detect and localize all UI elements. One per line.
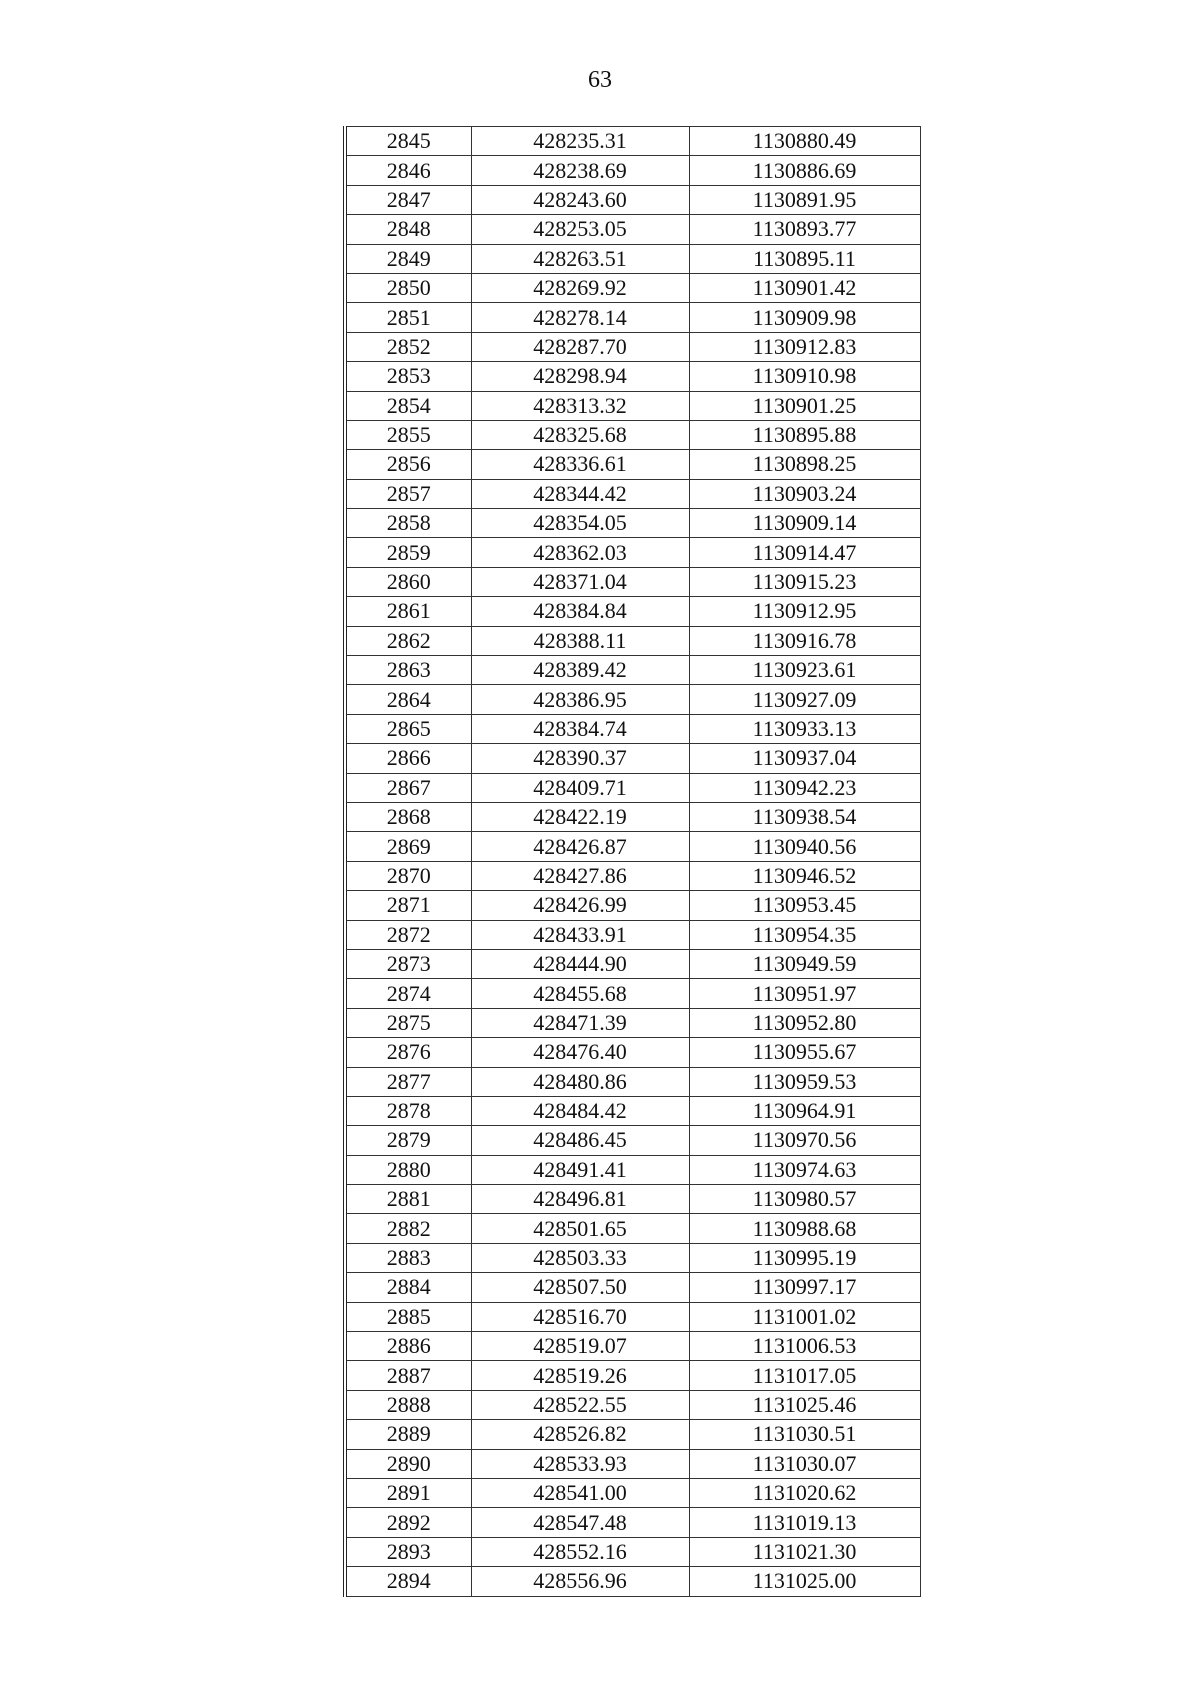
x-coordinate-cell: 428541.00 <box>471 1478 689 1507</box>
x-coordinate-cell: 428384.84 <box>471 597 689 626</box>
point-number-cell: 2845 <box>345 127 471 156</box>
table-row <box>345 420 920 449</box>
y-coordinate-cell: 1130974.63 <box>689 1155 920 1184</box>
table-row <box>345 215 920 244</box>
x-coordinate-cell: 428238.69 <box>471 156 689 185</box>
point-number-cell: 2861 <box>345 597 471 626</box>
point-number-cell: 2863 <box>345 656 471 685</box>
x-coordinate-cell: 428409.71 <box>471 773 689 802</box>
y-coordinate-cell: 1130893.77 <box>689 215 920 244</box>
x-coordinate-cell: 428433.91 <box>471 920 689 949</box>
table-row <box>345 156 920 185</box>
x-coordinate-cell: 428526.82 <box>471 1420 689 1449</box>
table-row <box>345 1302 920 1331</box>
point-number-cell: 2891 <box>345 1478 471 1507</box>
point-number-cell: 2851 <box>345 303 471 332</box>
point-number-cell: 2870 <box>345 861 471 890</box>
point-number-cell: 2880 <box>345 1155 471 1184</box>
x-coordinate-cell: 428519.26 <box>471 1361 689 1390</box>
table-row <box>345 1420 920 1449</box>
x-coordinate-cell: 428362.03 <box>471 538 689 567</box>
table-row <box>345 802 920 831</box>
table-row <box>345 1508 920 1537</box>
x-coordinate-cell: 428278.14 <box>471 303 689 332</box>
table-row <box>345 597 920 626</box>
x-coordinate-cell: 428455.68 <box>471 979 689 1008</box>
x-coordinate-cell: 428386.95 <box>471 685 689 714</box>
y-coordinate-cell: 1130951.97 <box>689 979 920 1008</box>
x-coordinate-cell: 428263.51 <box>471 244 689 273</box>
point-number-cell: 2857 <box>345 479 471 508</box>
x-coordinate-cell: 428503.33 <box>471 1243 689 1272</box>
x-coordinate-cell: 428422.19 <box>471 802 689 831</box>
y-coordinate-cell: 1130997.17 <box>689 1273 920 1302</box>
table-row <box>345 1390 920 1419</box>
y-coordinate-cell: 1130946.52 <box>689 861 920 890</box>
y-coordinate-cell: 1131021.30 <box>689 1537 920 1566</box>
x-coordinate-cell: 428235.31 <box>471 127 689 156</box>
x-coordinate-cell: 428313.32 <box>471 391 689 420</box>
coordinates-table <box>343 126 921 1597</box>
y-coordinate-cell: 1130942.23 <box>689 773 920 802</box>
x-coordinate-cell: 428480.86 <box>471 1067 689 1096</box>
point-number-cell: 2854 <box>345 391 471 420</box>
table-row <box>345 567 920 596</box>
y-coordinate-cell: 1130995.19 <box>689 1243 920 1272</box>
x-coordinate-cell: 428519.07 <box>471 1332 689 1361</box>
y-coordinate-cell: 1130933.13 <box>689 714 920 743</box>
point-number-cell: 2873 <box>345 949 471 978</box>
table-row <box>345 1537 920 1566</box>
y-coordinate-cell: 1130923.61 <box>689 656 920 685</box>
y-coordinate-cell: 1131030.07 <box>689 1449 920 1478</box>
point-number-cell: 2883 <box>345 1243 471 1272</box>
table-row <box>345 656 920 685</box>
point-number-cell: 2892 <box>345 1508 471 1537</box>
table-row <box>345 1332 920 1361</box>
y-coordinate-cell: 1130954.35 <box>689 920 920 949</box>
y-coordinate-cell: 1131006.53 <box>689 1332 920 1361</box>
point-number-cell: 2872 <box>345 920 471 949</box>
y-coordinate-cell: 1130970.56 <box>689 1126 920 1155</box>
table-row <box>345 1008 920 1037</box>
x-coordinate-cell: 428426.99 <box>471 891 689 920</box>
point-number-cell: 2855 <box>345 420 471 449</box>
table-row <box>345 1038 920 1067</box>
table-row <box>345 891 920 920</box>
point-number-cell: 2876 <box>345 1038 471 1067</box>
table-row <box>345 626 920 655</box>
y-coordinate-cell: 1130909.98 <box>689 303 920 332</box>
y-coordinate-cell: 1130953.45 <box>689 891 920 920</box>
y-coordinate-cell: 1130891.95 <box>689 185 920 214</box>
point-number-cell: 2868 <box>345 802 471 831</box>
x-coordinate-cell: 428354.05 <box>471 509 689 538</box>
x-coordinate-cell: 428501.65 <box>471 1214 689 1243</box>
x-coordinate-cell: 428552.16 <box>471 1537 689 1566</box>
y-coordinate-cell: 1131030.51 <box>689 1420 920 1449</box>
y-coordinate-cell: 1131020.62 <box>689 1478 920 1507</box>
point-number-cell: 2881 <box>345 1185 471 1214</box>
table-row <box>345 1449 920 1478</box>
point-number-cell: 2858 <box>345 509 471 538</box>
table-row <box>345 832 920 861</box>
x-coordinate-cell: 428547.48 <box>471 1508 689 1537</box>
x-coordinate-cell: 428298.94 <box>471 362 689 391</box>
table-row <box>345 362 920 391</box>
point-number-cell: 2864 <box>345 685 471 714</box>
y-coordinate-cell: 1130964.91 <box>689 1096 920 1125</box>
table-row <box>345 1185 920 1214</box>
point-number-cell: 2886 <box>345 1332 471 1361</box>
table-row <box>345 1243 920 1272</box>
table-row <box>345 1155 920 1184</box>
table-row <box>345 1214 920 1243</box>
point-number-cell: 2846 <box>345 156 471 185</box>
point-number-cell: 2887 <box>345 1361 471 1390</box>
point-number-cell: 2847 <box>345 185 471 214</box>
point-number-cell: 2877 <box>345 1067 471 1096</box>
table-row <box>345 685 920 714</box>
x-coordinate-cell: 428496.81 <box>471 1185 689 1214</box>
table-row <box>345 714 920 743</box>
y-coordinate-cell: 1130916.78 <box>689 626 920 655</box>
table-row <box>345 303 920 332</box>
point-number-cell: 2882 <box>345 1214 471 1243</box>
table-row <box>345 450 920 479</box>
table-row <box>345 1273 920 1302</box>
table-row <box>345 185 920 214</box>
x-coordinate-cell: 428507.50 <box>471 1273 689 1302</box>
x-coordinate-cell: 428336.61 <box>471 450 689 479</box>
point-number-cell: 2874 <box>345 979 471 1008</box>
x-coordinate-cell: 428390.37 <box>471 744 689 773</box>
table-row <box>345 127 920 156</box>
table-row <box>345 1567 920 1596</box>
y-coordinate-cell: 1130914.47 <box>689 538 920 567</box>
y-coordinate-cell: 1130886.69 <box>689 156 920 185</box>
x-coordinate-cell: 428427.86 <box>471 861 689 890</box>
y-coordinate-cell: 1130898.25 <box>689 450 920 479</box>
table-row <box>345 1478 920 1507</box>
x-coordinate-cell: 428344.42 <box>471 479 689 508</box>
x-coordinate-cell: 428522.55 <box>471 1390 689 1419</box>
table-row <box>345 949 920 978</box>
table-row <box>345 979 920 1008</box>
table-row <box>345 1126 920 1155</box>
x-coordinate-cell: 428471.39 <box>471 1008 689 1037</box>
point-number-cell: 2862 <box>345 626 471 655</box>
table-row <box>345 509 920 538</box>
table-row <box>345 861 920 890</box>
y-coordinate-cell: 1130895.11 <box>689 244 920 273</box>
table-row <box>345 273 920 302</box>
point-number-cell: 2865 <box>345 714 471 743</box>
y-coordinate-cell: 1130901.42 <box>689 273 920 302</box>
x-coordinate-cell: 428484.42 <box>471 1096 689 1125</box>
point-number-cell: 2871 <box>345 891 471 920</box>
point-number-cell: 2894 <box>345 1567 471 1596</box>
point-number-cell: 2860 <box>345 567 471 596</box>
point-number-cell: 2859 <box>345 538 471 567</box>
point-number-cell: 2848 <box>345 215 471 244</box>
point-number-cell: 2878 <box>345 1096 471 1125</box>
table-row <box>345 1096 920 1125</box>
table-row <box>345 1067 920 1096</box>
x-coordinate-cell: 428253.05 <box>471 215 689 244</box>
point-number-cell: 2850 <box>345 273 471 302</box>
point-number-cell: 2875 <box>345 1008 471 1037</box>
y-coordinate-cell: 1130949.59 <box>689 949 920 978</box>
point-number-cell: 2853 <box>345 362 471 391</box>
y-coordinate-cell: 1130940.56 <box>689 832 920 861</box>
y-coordinate-cell: 1130901.25 <box>689 391 920 420</box>
y-coordinate-cell: 1130959.53 <box>689 1067 920 1096</box>
y-coordinate-cell: 1130880.49 <box>689 127 920 156</box>
y-coordinate-cell: 1130980.57 <box>689 1185 920 1214</box>
x-coordinate-cell: 428476.40 <box>471 1038 689 1067</box>
y-coordinate-cell: 1130909.14 <box>689 509 920 538</box>
point-number-cell: 2866 <box>345 744 471 773</box>
y-coordinate-cell: 1130938.54 <box>689 802 920 831</box>
x-coordinate-cell: 428426.87 <box>471 832 689 861</box>
point-number-cell: 2885 <box>345 1302 471 1331</box>
point-number-cell: 2890 <box>345 1449 471 1478</box>
point-number-cell: 2867 <box>345 773 471 802</box>
x-coordinate-cell: 428287.70 <box>471 332 689 361</box>
table-row <box>345 244 920 273</box>
y-coordinate-cell: 1130937.04 <box>689 744 920 773</box>
y-coordinate-cell: 1130952.80 <box>689 1008 920 1037</box>
x-coordinate-cell: 428269.92 <box>471 273 689 302</box>
point-number-cell: 2888 <box>345 1390 471 1419</box>
y-coordinate-cell: 1130895.88 <box>689 420 920 449</box>
x-coordinate-cell: 428556.96 <box>471 1567 689 1596</box>
point-number-cell: 2879 <box>345 1126 471 1155</box>
point-number-cell: 2852 <box>345 332 471 361</box>
y-coordinate-cell: 1131025.46 <box>689 1390 920 1419</box>
table-row <box>345 538 920 567</box>
x-coordinate-cell: 428444.90 <box>471 949 689 978</box>
y-coordinate-cell: 1131019.13 <box>689 1508 920 1537</box>
x-coordinate-cell: 428384.74 <box>471 714 689 743</box>
y-coordinate-cell: 1130903.24 <box>689 479 920 508</box>
page-number: 63 <box>588 67 612 93</box>
point-number-cell: 2869 <box>345 832 471 861</box>
table-row <box>345 773 920 802</box>
y-coordinate-cell: 1131001.02 <box>689 1302 920 1331</box>
point-number-cell: 2884 <box>345 1273 471 1302</box>
x-coordinate-cell: 428533.93 <box>471 1449 689 1478</box>
y-coordinate-cell: 1130912.83 <box>689 332 920 361</box>
y-coordinate-cell: 1131025.00 <box>689 1567 920 1596</box>
y-coordinate-cell: 1130912.95 <box>689 597 920 626</box>
table-row <box>345 744 920 773</box>
x-coordinate-cell: 428371.04 <box>471 567 689 596</box>
y-coordinate-cell: 1130915.23 <box>689 567 920 596</box>
x-coordinate-cell: 428243.60 <box>471 185 689 214</box>
table-row <box>345 332 920 361</box>
point-number-cell: 2856 <box>345 450 471 479</box>
point-number-cell: 2889 <box>345 1420 471 1449</box>
y-coordinate-cell: 1130988.68 <box>689 1214 920 1243</box>
table-row <box>345 1361 920 1390</box>
coordinates-table-body <box>345 127 920 1597</box>
x-coordinate-cell: 428389.42 <box>471 656 689 685</box>
point-number-cell: 2893 <box>345 1537 471 1566</box>
y-coordinate-cell: 1130927.09 <box>689 685 920 714</box>
x-coordinate-cell: 428388.11 <box>471 626 689 655</box>
x-coordinate-cell: 428516.70 <box>471 1302 689 1331</box>
x-coordinate-cell: 428491.41 <box>471 1155 689 1184</box>
table-row <box>345 391 920 420</box>
y-coordinate-cell: 1131017.05 <box>689 1361 920 1390</box>
table-row <box>345 479 920 508</box>
table-row <box>345 920 920 949</box>
x-coordinate-cell: 428325.68 <box>471 420 689 449</box>
y-coordinate-cell: 1130955.67 <box>689 1038 920 1067</box>
y-coordinate-cell: 1130910.98 <box>689 362 920 391</box>
x-coordinate-cell: 428486.45 <box>471 1126 689 1155</box>
point-number-cell: 2849 <box>345 244 471 273</box>
